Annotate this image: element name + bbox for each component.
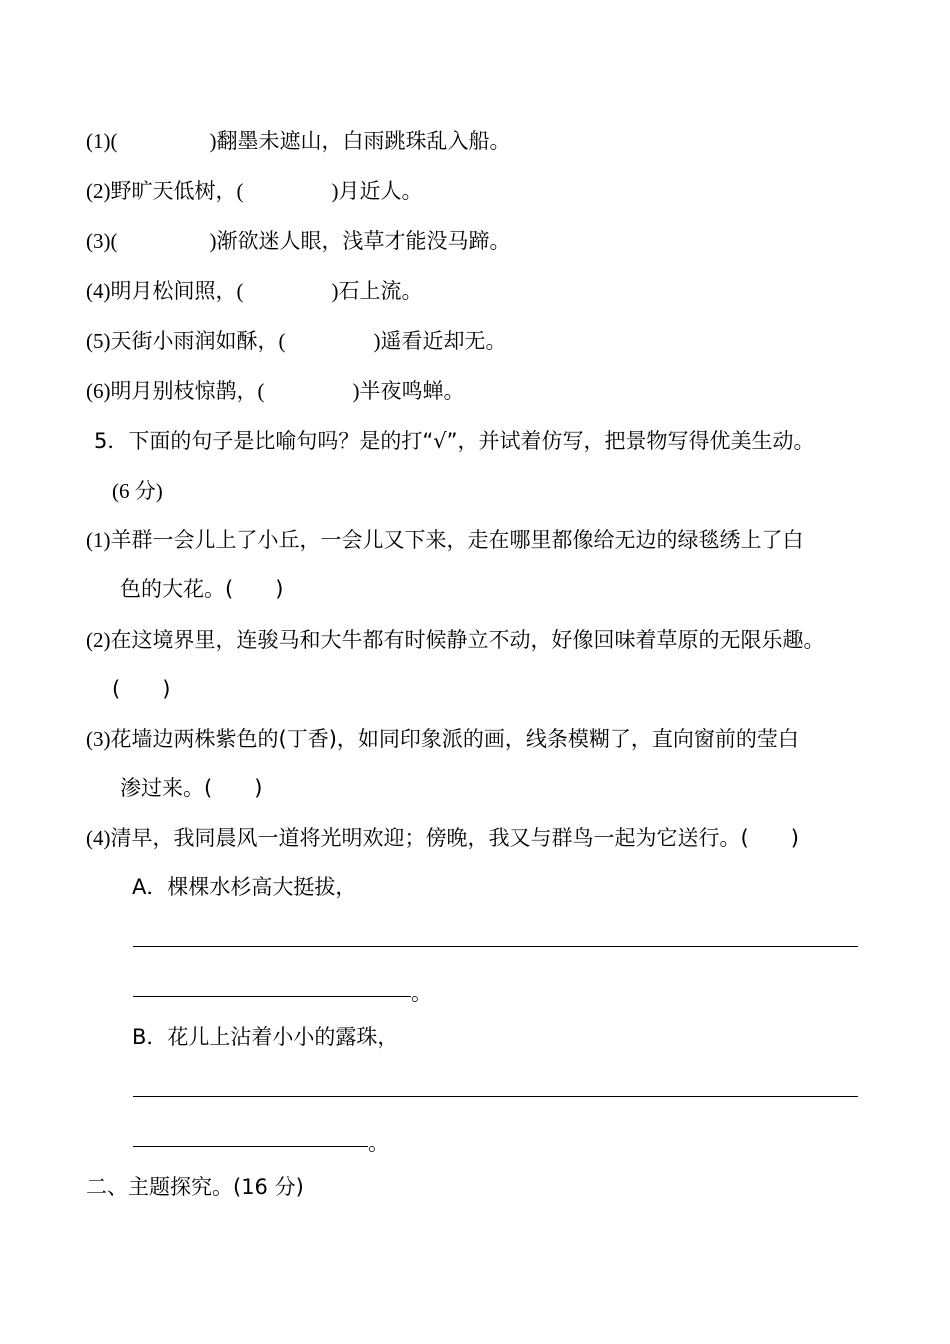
poem-text: 石上流。 [338,279,423,303]
poem-line-3 [86,226,511,256]
blank-open: ( [236,279,244,303]
poem-text: 半夜鸣蝉。 [359,379,465,403]
item-number: (2) [86,628,111,652]
blank-close: ) [331,279,339,303]
imitate-a-prompt: A．棵棵水杉高大挺拔， [132,875,357,899]
poem-text-before: 野旷天低树， [110,179,237,203]
blank-open: ( [110,129,118,153]
poem-text-before: 明月松间照， [110,279,237,303]
section-2-heading: 二、主题探究。(16 分) [86,1175,304,1199]
sentence-text: 在这境界里，连骏马和大牛都有时候静立不动，好像回味着草原的无限乐趣。 [110,628,825,652]
imitate-b-prompt: B．花儿上沾着小小的露珠， [132,1025,399,1049]
item-number: (4) [86,826,111,850]
item-number: (2) [86,179,111,203]
period: 。 [411,981,432,1005]
q5-item-1-cont[interactable]: 色的大花。( ) [120,577,284,601]
poem-text-before: 明月别枝惊鹊， [110,379,258,403]
blank-close: ) [209,129,217,153]
q5-item-2-cont[interactable]: ( ) [112,677,171,701]
poem-line-5 [86,326,507,356]
poem-line-6 [86,376,465,406]
q5-item-1 [86,525,804,555]
poem-line-1 [86,126,511,156]
blank-close: ) [209,229,217,253]
poem-text-before: 天街小雨润如酥， [110,329,279,353]
blank-close: ) [352,379,360,403]
blank-open: ( [257,379,265,403]
answer-line[interactable] [133,946,858,947]
blank-close: ) [331,179,339,203]
sentence-text[interactable]: 清早，我同晨风一道将光明欢迎；傍晚，我又与群鸟一起为它送行。( ) [110,826,799,850]
blank-open: ( [236,179,244,203]
item-number: (1) [86,129,111,153]
poem-text: 遥看近却无。 [380,329,507,353]
item-number: (3) [86,727,111,751]
question-5-prompt: 5．下面的句子是比喻句吗？是的打“√”，并试着仿写，把景物写得优美生动。 [94,429,815,453]
q5-item-2 [86,625,825,655]
blank-open: ( [278,329,286,353]
poem-text: 翻墨未遮山，白雨跳珠乱入船。 [216,129,511,153]
item-number: (3) [86,229,111,253]
poem-line-2 [86,176,423,206]
item-number: (6) [86,379,111,403]
item-number: (4) [86,279,111,303]
poem-line-4 [86,276,423,306]
item-number: (5) [86,329,111,353]
sentence-text: 羊群一会儿上了小丘，一会儿又下来，走在哪里都像给无边的绿毯绣上了白 [110,528,804,552]
poem-text: 渐欲迷人眼，浅草才能没马蹄。 [216,229,511,253]
q5-item-3 [86,724,799,754]
q5-item-4 [86,823,799,853]
poem-text: 月近人。 [338,179,423,203]
question-5-points: (6 分) [112,479,163,503]
sentence-text: 花墙边两株紫色的(丁香)，如同印象派的画，线条模糊了，直向窗前的莹白 [110,727,799,751]
answer-line[interactable] [133,996,411,997]
answer-line[interactable] [133,1146,368,1147]
q5-item-3-cont[interactable]: 渗过来。( ) [120,776,263,800]
item-number: (1) [86,528,111,552]
blank-close: ) [373,329,381,353]
blank-open: ( [110,229,118,253]
answer-line[interactable] [133,1096,858,1097]
period: 。 [368,1131,389,1155]
